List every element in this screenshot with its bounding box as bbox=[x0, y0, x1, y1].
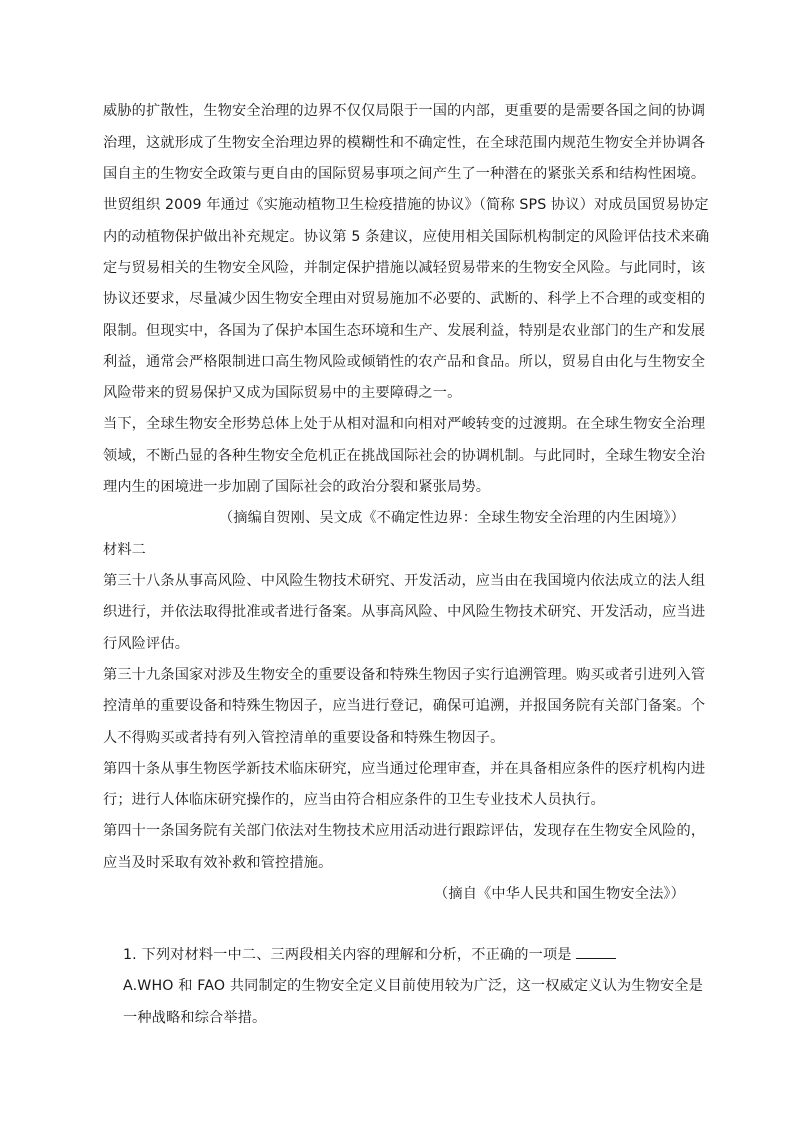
paragraph-line: 行风险评估。 bbox=[103, 636, 190, 652]
paragraph-line: 第四十一条国务院有关部门依法对生物技术应用活动进行跟踪评估，发现存在生物安全风险的， bbox=[103, 823, 706, 839]
paragraph-line: 定与贸易相关的生物安全风险，并制定保护措施以减轻贸易带来的生物安全风险。与此同时，该 bbox=[103, 260, 706, 276]
paragraph-line: 第三十八条从事高风险、中风险生物技术研究、开发活动，应当由在我国境内依法成立的法人组 bbox=[103, 573, 706, 589]
paragraph-line: 应当及时采取有效补救和管控措施。 bbox=[103, 855, 333, 871]
source-citation: （摘自《中华人民共和国生物安全法》） bbox=[434, 886, 685, 902]
paragraph-line: 内的动植物保护做出补充规定。协议第 5 条建议，应使用相关国际机构制定的风险评估技术来确 bbox=[103, 229, 710, 245]
paragraph-line: 风险带来的贸易保护又成为国际贸易中的主要障碍之一。 bbox=[103, 385, 462, 401]
source-citation: （摘编自贺刚、吴文成《不确定性边界：全球生物安全治理的内生困境》） bbox=[218, 510, 685, 526]
section-heading: 材料二 bbox=[103, 542, 147, 558]
paragraph-line: 领域，不断凸显的各种生物安全危机正在挑战国际社会的协调机制。与此同时，全球生物安全治 bbox=[103, 448, 706, 464]
question-stem bbox=[123, 944, 715, 965]
option-a-continued: 一种战略和综合举措。 bbox=[123, 1010, 267, 1026]
paragraph-line: 协议还要求，尽量减少因生物安全理由对贸易施加不必要的、武断的、科学上不合理的或变相的 bbox=[103, 291, 706, 307]
paragraph-line: 利益，通常会严格限制进口高生物风险或倾销性的农产品和食品。所以，贸易自由化与生物安全 bbox=[103, 354, 706, 370]
option-a: A.WHO 和 FAO 共同制定的生物安全定义目前使用较为广泛，这一权威定义认为生物安全是 bbox=[123, 978, 703, 994]
paragraph-line: 第四十条从事生物医学新技术临床研究，应当通过伦理审查，并在具备相应条件的医疗机构内进 bbox=[103, 761, 706, 777]
paragraph-line: 国自主的生物安全政策与更自由的国际贸易事项之间产生了一种潜在的紧张关系和结构性困境。 bbox=[103, 166, 706, 182]
paragraph-line: 限制。但现实中，各国为了保护本国生态环境和生产、发展利益，特别是农业部门的生产和发展 bbox=[103, 323, 706, 339]
paragraph-line: 威胁的扩散性，生物安全治理的边界不仅仅局限于一国的内部，更重要的是需要各国之间的协调 bbox=[103, 103, 706, 119]
question-stem-text: 1. 下列对材料一中二、三两段相关内容的理解和分析，不正确的一项是 bbox=[123, 947, 572, 963]
paragraph-line: 行；进行人体临床研究操作的，应当由符合相应条件的卫生专业技术人员执行。 bbox=[103, 792, 605, 808]
answer-blank[interactable] bbox=[576, 944, 616, 959]
paragraph-line: 织进行，并依法取得批准或者进行备案。从事高风险、中风险生物技术研究、开发活动，应当进 bbox=[103, 604, 706, 620]
paragraph-line: 理内生的困境进一步加剧了国际社会的政治分裂和紧张局势。 bbox=[103, 479, 491, 495]
paragraph-line: 治理，这就形成了生物安全治理边界的模糊性和不确定性，在全球范围内规范生物安全并协调各 bbox=[103, 135, 706, 151]
paragraph-line: 人不得购买或者持有列入管控清单的重要设备和特殊生物因子。 bbox=[103, 730, 505, 746]
paragraph-line: 第三十九条国家对涉及生物安全的重要设备和特殊生物因子实行追溯管理。购买或者引进列入管 bbox=[103, 667, 706, 683]
paragraph-line: 控清单的重要设备和特殊生物因子，应当进行登记，确保可追溯，并报国务院有关部门备案。个 bbox=[103, 698, 706, 714]
paragraph-line: 世贸组织 2009 年通过《实施动植物卫生检疫措施的协议》（简称 SPS 协议）对成员国贸易协定 bbox=[103, 197, 709, 213]
paragraph-line: 当下，全球生物安全形势总体上处于从相对温和向相对严峻转变的过渡期。在全球生物安全治理 bbox=[103, 416, 706, 432]
